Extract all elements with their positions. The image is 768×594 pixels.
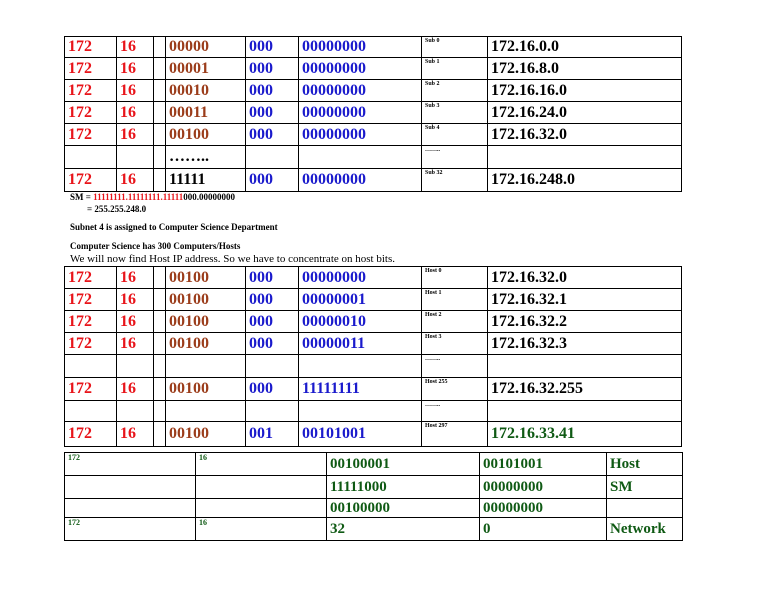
row-label-cell: Host 2 xyxy=(422,311,488,333)
subnet-bits-cell xyxy=(166,355,246,378)
host-bits-1-cell: 000 xyxy=(246,37,299,58)
octet-1-cell: 172 xyxy=(65,80,117,102)
octet-2-cell: 16 xyxy=(117,124,154,146)
octet-1-cell: 172 xyxy=(65,422,117,447)
octet-2-cell xyxy=(196,476,327,499)
octet-2-cell: 16 xyxy=(117,422,154,447)
subnet-bits-cell: …….. xyxy=(166,146,246,169)
calc-table xyxy=(64,452,683,541)
subnet-bits-cell: 00100 xyxy=(166,378,246,401)
table-row xyxy=(65,333,682,355)
host-table xyxy=(64,266,682,447)
host-bits-1-cell: 000 xyxy=(246,169,299,192)
ip-address-cell: 172.16.32.3 xyxy=(488,333,682,355)
subnet-bits-cell: 00001 xyxy=(166,58,246,80)
octet-1-cell: 172 xyxy=(65,37,117,58)
row-label-cell: Host 3 xyxy=(422,333,488,355)
octet-2-cell: 16 xyxy=(117,80,154,102)
row-type-cell xyxy=(607,499,683,518)
host-bits-1-cell: 000 xyxy=(246,289,299,311)
table-row xyxy=(65,58,682,80)
spacer-cell xyxy=(154,37,166,58)
octet-1-cell xyxy=(65,499,196,518)
host-bits-1-cell: 000 xyxy=(246,124,299,146)
row-label-cell: …….. xyxy=(422,401,488,422)
host-bits-2-cell: 00101001 xyxy=(299,422,422,447)
ip-address-cell: 172.16.248.0 xyxy=(488,169,682,192)
table-row xyxy=(65,499,683,518)
spacer-cell xyxy=(154,401,166,422)
subnet-mask-decimal: = 255.255.248.0 xyxy=(87,204,147,214)
host-bits-2-cell: 00000000 xyxy=(299,124,422,146)
host-bits-2-cell xyxy=(299,401,422,422)
table-row xyxy=(65,311,682,333)
row-label-cell: Sub 1 xyxy=(422,58,488,80)
octet-2-cell: 16 xyxy=(117,267,154,289)
table-row xyxy=(65,355,682,378)
octet-1-cell: 172 xyxy=(65,267,117,289)
octet-4-bits-cell: 00000000 xyxy=(480,499,607,518)
octet-1-cell xyxy=(65,401,117,422)
host-bits-1-cell xyxy=(246,146,299,169)
subnet-bits-cell: 11111 xyxy=(166,169,246,192)
host-bits-1-cell: 000 xyxy=(246,58,299,80)
octet-1-cell: 172 xyxy=(65,58,117,80)
sm-network-bits: 11111111.11111111.11111 xyxy=(93,192,184,202)
octet-1-cell: 172 xyxy=(65,102,117,124)
ip-address-cell: 172.16.33.41 xyxy=(488,422,682,447)
host-bits-2-cell: 00000000 xyxy=(299,80,422,102)
subnet-bits-cell: 00100 xyxy=(166,124,246,146)
host-bits-1-cell: 000 xyxy=(246,267,299,289)
host-bits-2-cell: 00000011 xyxy=(299,333,422,355)
table-row xyxy=(65,401,682,422)
spacer-cell xyxy=(154,267,166,289)
host-bits-2-cell: 00000000 xyxy=(299,58,422,80)
octet-1-cell: 172 xyxy=(65,311,117,333)
subnet-bits-cell: 00011 xyxy=(166,102,246,124)
octet-1-cell: 172 xyxy=(65,124,117,146)
hosts-note: Computer Science has 300 Computers/Hosts xyxy=(70,241,241,251)
host-bits-1-cell: 000 xyxy=(246,80,299,102)
ip-address-cell: 172.16.32.2 xyxy=(488,311,682,333)
find-host-note: We will now find Host IP address. So we have to concentrate on host bits. xyxy=(70,253,395,265)
subnet-table xyxy=(64,36,682,192)
table-row xyxy=(65,80,682,102)
row-label-cell: Host 255 xyxy=(422,378,488,401)
host-bits-2-cell: 11111111 xyxy=(299,378,422,401)
subnet-bits-cell xyxy=(166,401,246,422)
spacer-cell xyxy=(154,355,166,378)
subnet-bits-cell: 00000 xyxy=(166,37,246,58)
octet-2-cell xyxy=(117,355,154,378)
ip-address-cell xyxy=(488,355,682,378)
table-row xyxy=(65,378,682,401)
table-row xyxy=(65,102,682,124)
row-label-cell: …….. xyxy=(422,355,488,378)
ip-address-cell: 172.16.16.0 xyxy=(488,80,682,102)
ip-address-cell xyxy=(488,401,682,422)
subnet-mask-binary xyxy=(70,192,235,203)
row-label-cell: Sub 0 xyxy=(422,37,488,58)
spacer-cell xyxy=(154,80,166,102)
subnet-bits-cell: 00010 xyxy=(166,80,246,102)
assigned-note: Subnet 4 is assigned to Computer Science Department xyxy=(70,222,278,232)
spacer-cell xyxy=(154,422,166,447)
sm-host-bits: 000.00000000 xyxy=(183,192,235,202)
octet-3-bits-cell: 11111000 xyxy=(327,476,480,499)
ip-address-cell: 172.16.32.255 xyxy=(488,378,682,401)
spacer-cell xyxy=(154,146,166,169)
table-row xyxy=(65,476,683,499)
ip-address-cell xyxy=(488,146,682,169)
ip-address-cell: 172.16.24.0 xyxy=(488,102,682,124)
subnet-bits-cell: 00100 xyxy=(166,422,246,447)
octet-2-cell: 16 xyxy=(117,169,154,192)
spacer-cell xyxy=(154,311,166,333)
table-row xyxy=(65,169,682,192)
host-bits-2-cell: 00000001 xyxy=(299,289,422,311)
octet-2-cell: 16 xyxy=(117,58,154,80)
host-bits-2-cell xyxy=(299,146,422,169)
octet-1-cell: 172 xyxy=(65,289,117,311)
host-bits-1-cell: 000 xyxy=(246,378,299,401)
host-bits-2-cell: 00000000 xyxy=(299,37,422,58)
row-label-cell: Host 297 xyxy=(422,422,488,447)
row-label-cell: Sub 32 xyxy=(422,169,488,192)
spacer-cell xyxy=(154,58,166,80)
subnet-bits-cell: 00100 xyxy=(166,333,246,355)
ip-address-cell: 172.16.8.0 xyxy=(488,58,682,80)
octet-4-bits-cell: 0 xyxy=(480,518,607,541)
octet-2-cell: 16 xyxy=(117,333,154,355)
host-bits-2-cell: 00000010 xyxy=(299,311,422,333)
octet-1-cell xyxy=(65,146,117,169)
octet-1-cell: 172 xyxy=(65,518,196,541)
spacer-cell xyxy=(154,169,166,192)
octet-1-cell xyxy=(65,355,117,378)
octet-2-cell: 16 xyxy=(196,518,327,541)
row-type-cell: SM xyxy=(607,476,683,499)
host-bits-1-cell xyxy=(246,401,299,422)
ip-address-cell: 172.16.32.0 xyxy=(488,124,682,146)
octet-1-cell: 172 xyxy=(65,378,117,401)
ip-address-cell: 172.16.32.0 xyxy=(488,267,682,289)
host-bits-1-cell: 000 xyxy=(246,311,299,333)
table-row xyxy=(65,124,682,146)
table-row xyxy=(65,37,682,58)
octet-3-bits-cell: 32 xyxy=(327,518,480,541)
spacer-cell xyxy=(154,124,166,146)
table-row xyxy=(65,422,682,447)
row-label-cell: …….. xyxy=(422,146,488,169)
subnet-bits-cell: 00100 xyxy=(166,289,246,311)
octet-2-cell: 16 xyxy=(117,311,154,333)
row-label-cell: Sub 3 xyxy=(422,102,488,124)
host-bits-1-cell: 001 xyxy=(246,422,299,447)
row-label-cell: Host 0 xyxy=(422,267,488,289)
row-label-cell: Sub 4 xyxy=(422,124,488,146)
host-bits-1-cell: 000 xyxy=(246,333,299,355)
host-bits-1-cell: 000 xyxy=(246,102,299,124)
octet-2-cell: 16 xyxy=(117,37,154,58)
spacer-cell xyxy=(154,289,166,311)
octet-2-cell: 16 xyxy=(117,289,154,311)
table-row xyxy=(65,289,682,311)
host-bits-2-cell: 00000000 xyxy=(299,102,422,124)
octet-1-cell xyxy=(65,476,196,499)
octet-1-cell: 172 xyxy=(65,333,117,355)
octet-1-cell: 172 xyxy=(65,169,117,192)
subnet-bits-cell: 00100 xyxy=(166,267,246,289)
table-row xyxy=(65,146,682,169)
table-row xyxy=(65,453,683,476)
octet-2-cell: 16 xyxy=(196,453,327,476)
row-label-cell: Sub 2 xyxy=(422,80,488,102)
octet-3-bits-cell: 00100001 xyxy=(327,453,480,476)
octet-2-cell xyxy=(196,499,327,518)
spacer-cell xyxy=(154,378,166,401)
octet-1-cell: 172 xyxy=(65,453,196,476)
spacer-cell xyxy=(154,102,166,124)
host-bits-2-cell xyxy=(299,355,422,378)
octet-2-cell: 16 xyxy=(117,102,154,124)
octet-2-cell xyxy=(117,146,154,169)
octet-4-bits-cell: 00000000 xyxy=(480,476,607,499)
octet-2-cell: 16 xyxy=(117,378,154,401)
octet-2-cell xyxy=(117,401,154,422)
subnet-bits-cell: 00100 xyxy=(166,311,246,333)
host-bits-2-cell: 00000000 xyxy=(299,267,422,289)
row-type-cell: Host xyxy=(607,453,683,476)
row-label-cell: Host 1 xyxy=(422,289,488,311)
spacer-cell xyxy=(154,333,166,355)
octet-3-bits-cell: 00100000 xyxy=(327,499,480,518)
host-bits-1-cell xyxy=(246,355,299,378)
table-row xyxy=(65,518,683,541)
row-type-cell: Network xyxy=(607,518,683,541)
sm-prefix: SM = xyxy=(70,192,94,202)
host-bits-2-cell: 00000000 xyxy=(299,169,422,192)
ip-address-cell: 172.16.0.0 xyxy=(488,37,682,58)
ip-address-cell: 172.16.32.1 xyxy=(488,289,682,311)
octet-4-bits-cell: 00101001 xyxy=(480,453,607,476)
table-row xyxy=(65,267,682,289)
